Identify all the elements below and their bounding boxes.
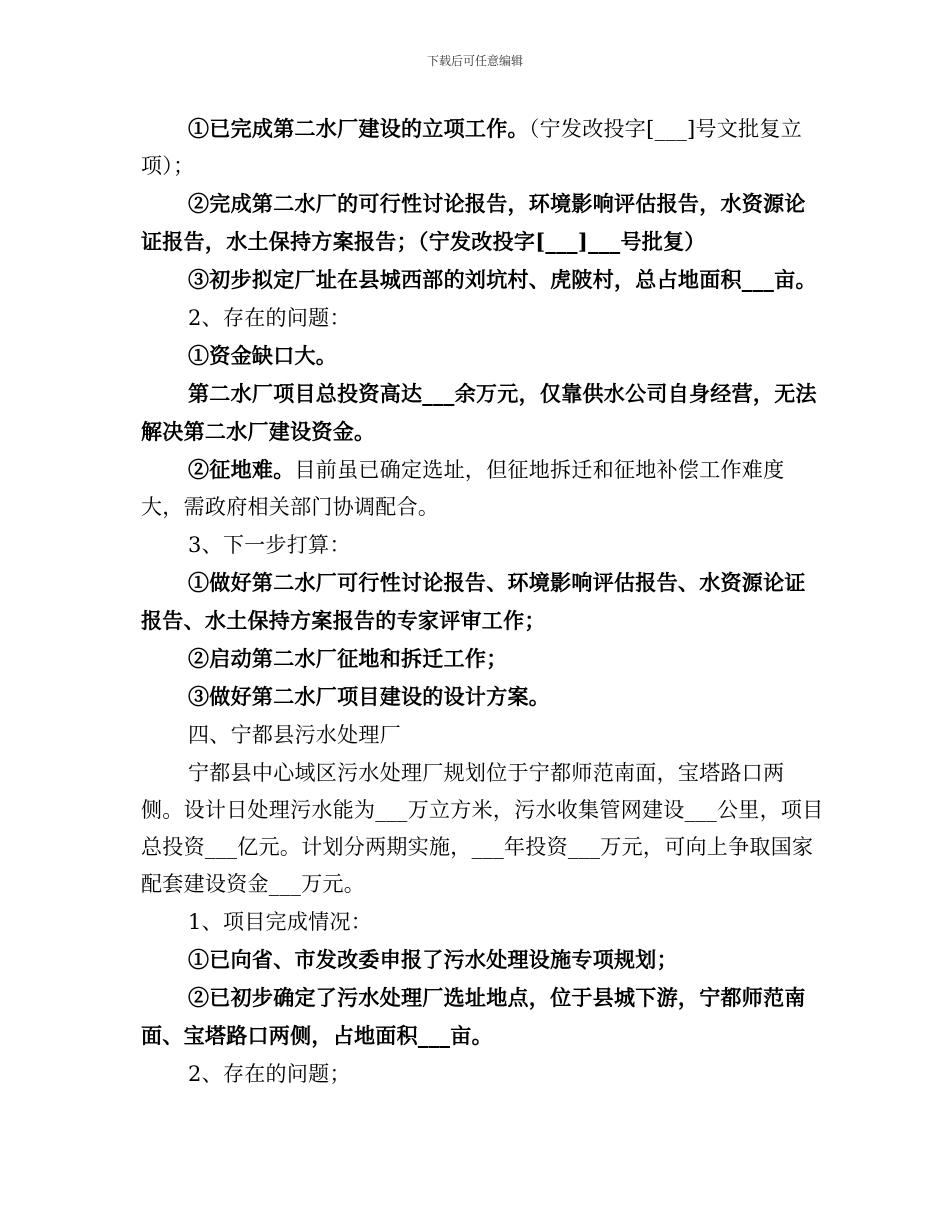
document-body — [141, 110, 824, 1093]
paragraph-15 — [141, 941, 824, 979]
paragraph-3 — [141, 261, 824, 299]
section-heading — [141, 1055, 824, 1093]
normal-text: 2、存在的问题； — [188, 1062, 351, 1086]
normal-text: 四、宁都县污水处理厂 — [188, 723, 401, 747]
normal-text: 目前虽已确定选址，但征地拆迁和征地补偿工作难度大，需政府相关部门协调配合。 — [141, 458, 785, 519]
bold-text: ②完成第二水厂的可行性讨论报告，环境影响评估报告，水资源论证报告，水土保持方案报告；（宁发改投字[___]___号批复） — [141, 191, 806, 254]
paragraph-6 — [141, 375, 824, 451]
bold-text: ③初步拟定厂址在县城西部的刘坑村、虎陂村，总占地面积___亩。 — [188, 267, 817, 292]
paragraph-10 — [141, 640, 824, 678]
section-heading — [141, 299, 824, 337]
normal-text: 宁都县中心域区污水处理厂规划位于宁都师范南面，宝塔路口两侧。设计日处理污水能为___万立方米，污水收集管网建设___公里，项目总投资___亿元。计划分两期实施，___年投资___万元，可向上争取国家配套建设资金___万元。 — [141, 761, 824, 896]
page-header: 下载后可任意编辑 — [426, 54, 523, 68]
bold-text: ②已初步确定了污水处理厂选址地点，位于县城下游，宁都师范南面、宝塔路口两侧，占地面积___亩。 — [141, 985, 806, 1048]
bold-text: ①已完成第二水厂建设的立项工作。 — [188, 116, 529, 141]
bold-text: ①资金缺口大。 — [188, 343, 338, 368]
bold-text: ①已向省、市发改委申报了污水处理设施专项规划； — [188, 947, 678, 972]
normal-text: 1、项目完成情况： — [188, 910, 373, 934]
normal-text: （宁发改投字[___]号文批复立项）； — [141, 117, 802, 178]
normal-text: 3、下一步打算： — [188, 533, 351, 557]
paragraph-2 — [141, 185, 824, 261]
bold-text: ②启动第二水厂征地和拆迁工作； — [188, 646, 508, 671]
paragraph-9 — [141, 564, 824, 640]
section-heading — [141, 903, 824, 941]
paragraph-1 — [141, 110, 824, 185]
paragraph-5 — [141, 337, 824, 375]
paragraph-11 — [141, 678, 824, 716]
bold-text: ③做好第二水厂项目建设的设计方案。 — [188, 684, 551, 709]
section-heading — [141, 716, 824, 754]
paragraph-13 — [141, 754, 824, 903]
section-heading — [141, 526, 824, 564]
normal-text: 2、存在的问题： — [188, 306, 351, 330]
bold-text: ①做好第二水厂可行性讨论报告、环境影响评估报告、水资源论证报告、水土保持方案报告的专家评审工作； — [141, 570, 806, 633]
bold-text: 第二水厂项目总投资高达___余万元，仅靠供水公司自身经营，无法解决第二水厂建设资金。 — [141, 381, 817, 444]
paragraph-16 — [141, 979, 824, 1055]
bold-text: ②征地难。 — [188, 457, 295, 482]
paragraph-7 — [141, 451, 824, 526]
